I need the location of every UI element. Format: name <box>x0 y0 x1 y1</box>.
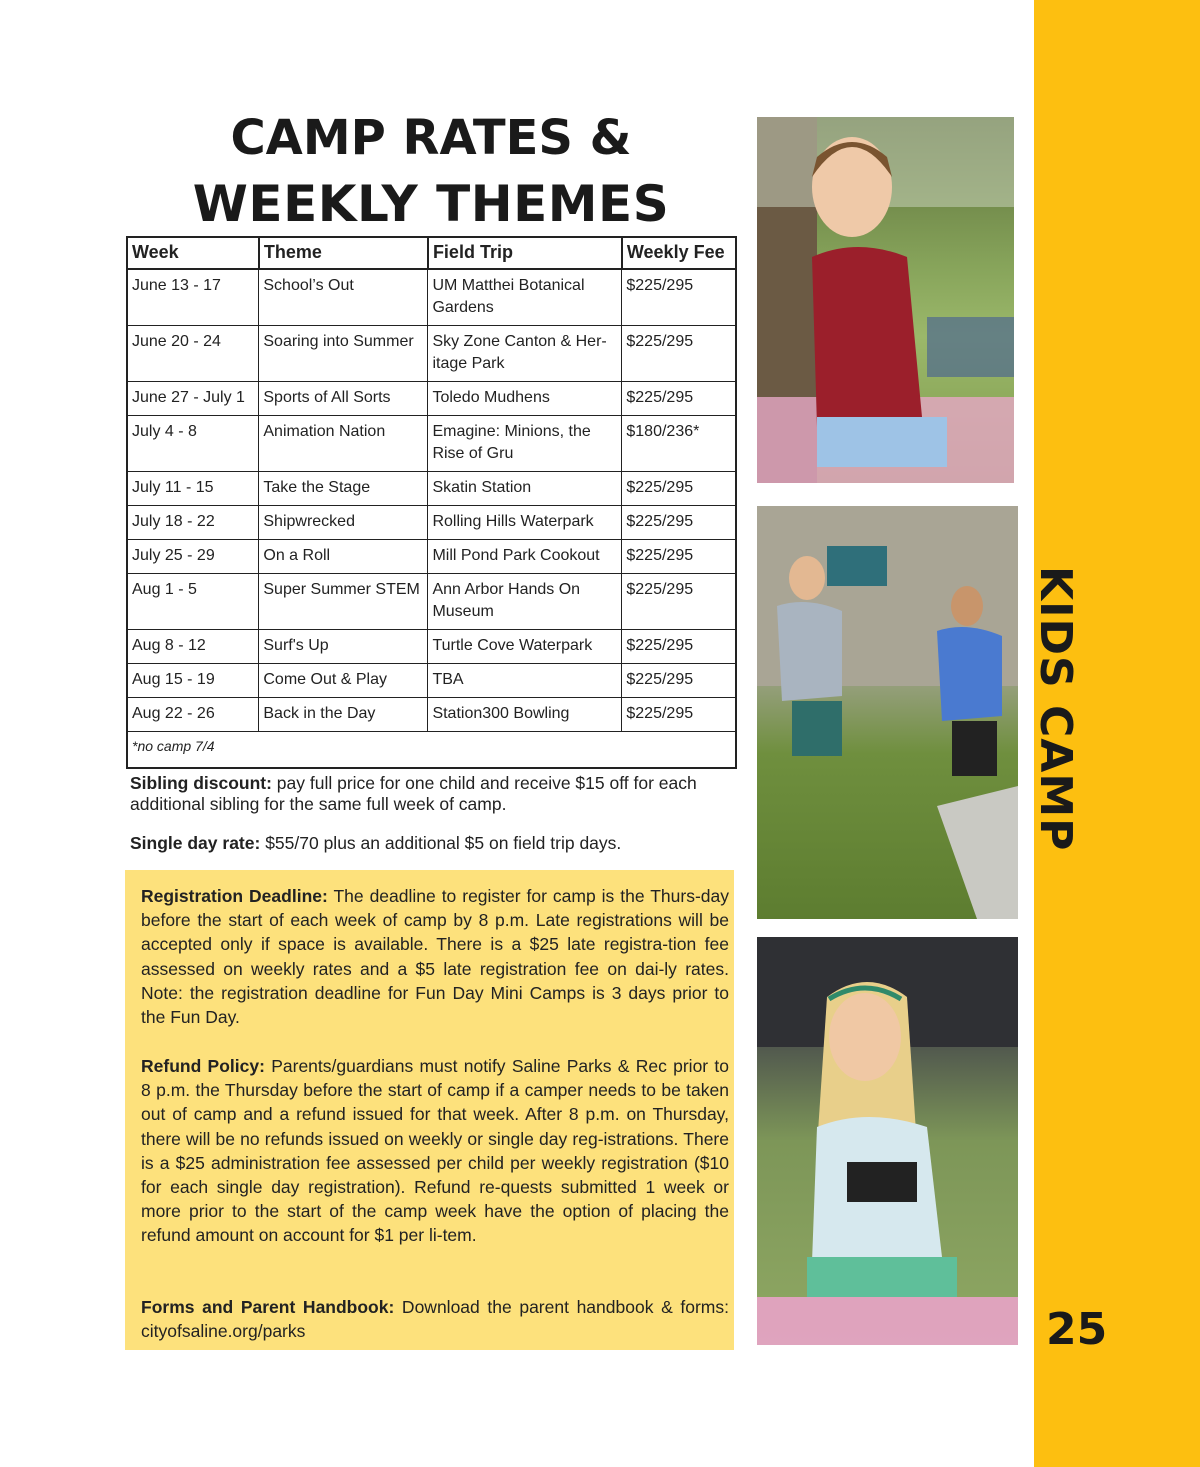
cell-week: June 27 - July 1 <box>127 382 259 416</box>
cell-week: June 13 - 17 <box>127 269 259 326</box>
page-title-line2: WEEKLY THEMES <box>192 175 670 233</box>
table-header-row <box>127 237 736 269</box>
cell-theme: Surf's Up <box>259 630 428 664</box>
cell-week: July 18 - 22 <box>127 506 259 540</box>
table-row <box>127 472 736 506</box>
photo-girl-picnic <box>757 937 1018 1345</box>
table-row <box>127 416 736 472</box>
registration-deadline-label: Registration Deadline: <box>141 886 328 906</box>
registration-deadline <box>141 884 729 1029</box>
table-row <box>127 326 736 382</box>
cell-theme: School’s Out <box>259 269 428 326</box>
cell-theme: Sports of All Sorts <box>259 382 428 416</box>
cell-theme: Take the Stage <box>259 472 428 506</box>
cell-week: July 25 - 29 <box>127 540 259 574</box>
cell-field-trip: UM Matthei Botanical Gardens <box>428 269 622 326</box>
cell-theme: Back in the Day <box>259 698 428 732</box>
cell-week: June 20 - 24 <box>127 326 259 382</box>
cell-field-trip: Turtle Cove Waterpark <box>428 630 622 664</box>
cell-fee: $225/295 <box>622 472 736 506</box>
refund-policy <box>141 1054 729 1248</box>
cell-field-trip: TBA <box>428 664 622 698</box>
cell-field-trip: Ann Arbor Hands On Museum <box>428 574 622 630</box>
single-day-rate-label: Single day rate: <box>130 833 261 853</box>
table-row <box>127 574 736 630</box>
sibling-discount <box>130 773 736 815</box>
cell-week: Aug 15 - 19 <box>127 664 259 698</box>
camp-rates-table <box>126 236 737 769</box>
cell-fee: $225/295 <box>622 664 736 698</box>
cell-theme: Super Summer STEM <box>259 574 428 630</box>
cell-fee: $225/295 <box>622 382 736 416</box>
cell-week: July 11 - 15 <box>127 472 259 506</box>
sibling-discount-text: pay full price for one child and receive $15 off for each additional sibling for the same full week of camp. <box>130 773 697 814</box>
table-row <box>127 698 736 732</box>
single-day-rate <box>130 833 736 854</box>
refund-policy-label: Refund Policy: <box>141 1056 265 1076</box>
cell-theme: Animation Nation <box>259 416 428 472</box>
cell-field-trip: Emagine: Minions, the Rise of Gru <box>428 416 622 472</box>
cell-field-trip: Station300 Bowling <box>428 698 622 732</box>
table-row <box>127 269 736 326</box>
cell-week: Aug 22 - 26 <box>127 698 259 732</box>
photo-girl-picnic-illustration <box>757 937 1018 1345</box>
page-number: 25 <box>1046 1304 1108 1355</box>
header-field-trip: Field Trip <box>428 237 622 269</box>
table-row <box>127 506 736 540</box>
table-footnote-row <box>127 732 736 769</box>
cell-fee: $225/295 <box>622 698 736 732</box>
cell-fee: $225/295 <box>622 269 736 326</box>
cell-fee: $225/295 <box>622 506 736 540</box>
single-day-rate-text: $55/70 plus an additional $5 on field trip days. <box>260 833 622 853</box>
forms-handbook-label: Forms and Parent Handbook: <box>141 1297 395 1317</box>
photo-girl-sitting <box>757 117 1014 483</box>
table-row <box>127 664 736 698</box>
cell-fee: $225/295 <box>622 540 736 574</box>
cell-theme: Soaring into Summer <box>259 326 428 382</box>
header-weekly-fee: Weekly Fee <box>622 237 736 269</box>
header-theme: Theme <box>259 237 428 269</box>
cell-theme: Shipwrecked <box>259 506 428 540</box>
cell-week: Aug 1 - 5 <box>127 574 259 630</box>
header-week: Week <box>127 237 259 269</box>
sibling-discount-label: Sibling discount: <box>130 773 272 793</box>
photo-boys-running <box>757 506 1018 919</box>
forms-handbook <box>141 1295 729 1343</box>
table-footnote: *no camp 7/4 <box>127 732 736 769</box>
cell-week: Aug 8 - 12 <box>127 630 259 664</box>
cell-field-trip: Toledo Mudhens <box>428 382 622 416</box>
cell-week: July 4 - 8 <box>127 416 259 472</box>
forms-handbook-text: Download the parent handbook & forms: cityofsaline.org/parks <box>141 1297 729 1342</box>
cell-field-trip: Skatin Station <box>428 472 622 506</box>
registration-deadline-text: The deadline to register for camp is the Thurs-day before the start of each week of camp by 8 p.m. Late registrations will be accepted only if space is available. There is a $25 late registra-tion fee assessed on weekly rates and a $5 late registration fee on dai-ly rates. Note: the registration deadline for Fun Day Mini Camps is 3 days prior to the Fun Day. <box>141 886 730 1028</box>
section-label: KIDS CAMP <box>1030 566 1081 852</box>
cell-theme: On a Roll <box>259 540 428 574</box>
refund-policy-text: Parents/guardians must notify Saline Parks & Rec prior to 8 p.m. the Thursday before the start of camp if a camper needs to be taken out of camp and a refund issued for that week. After 8 p.m. on Thursday, there will be no refunds issued on weekly or single day reg-istrations. There is a $25 administration fee assessed per child per weekly registration ($10 for each single day registration). Refund re-quests submitted 1 week or more prior to the start of the camp week have the option of placing the refund amount on account for $1 per li-tem. <box>141 1056 729 1246</box>
cell-fee: $225/295 <box>622 326 736 382</box>
cell-theme: Come Out & Play <box>259 664 428 698</box>
cell-field-trip: Sky Zone Canton & Her-itage Park <box>428 326 622 382</box>
cell-field-trip: Rolling Hills Waterpark <box>428 506 622 540</box>
cell-fee: $225/295 <box>622 630 736 664</box>
cell-fee: $225/295 <box>622 574 736 630</box>
table-row <box>127 630 736 664</box>
photo-boys-running-illustration <box>757 506 1018 919</box>
cell-fee: $180/236* <box>622 416 736 472</box>
table-row <box>127 382 736 416</box>
photo-girl-sitting-illustration <box>757 117 1014 483</box>
page-title-line1: CAMP RATES & <box>230 110 632 166</box>
cell-field-trip: Mill Pond Park Cookout <box>428 540 622 574</box>
table-row <box>127 540 736 574</box>
